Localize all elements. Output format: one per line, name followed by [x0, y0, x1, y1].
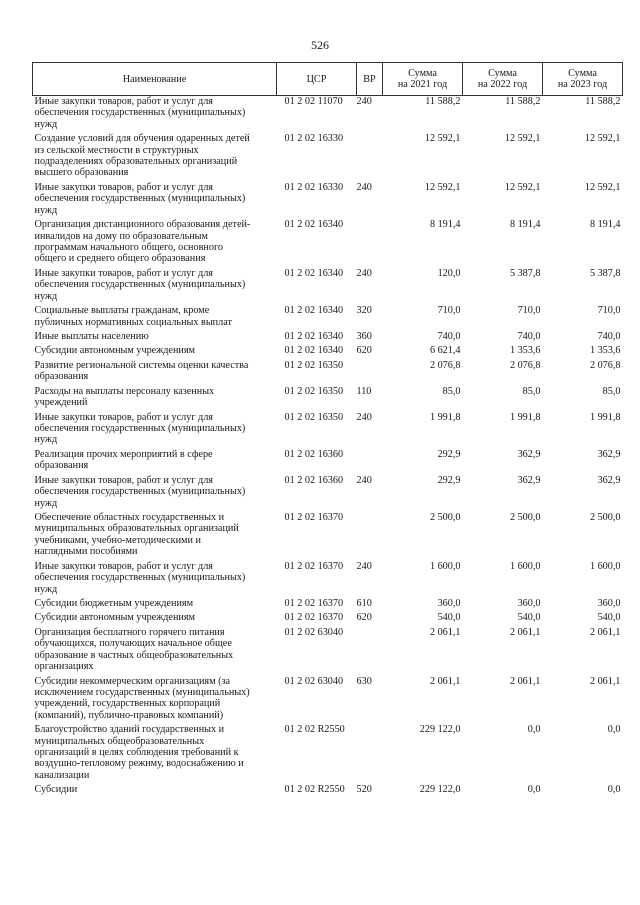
- row-name-line: организаций в целях соблюдения требований к: [34, 747, 239, 759]
- row-name-line: наглядными пособиями: [34, 546, 138, 558]
- row-csr: 01 2 02 16370: [284, 560, 344, 572]
- table-row: [33, 133, 623, 182]
- row-name: [33, 331, 277, 345]
- row-sum-2022: 2 500,0: [509, 512, 541, 524]
- row-sum-2021: 1 991,8: [429, 411, 461, 423]
- row-name-line: Иные закупки товаров, работ и услуг для: [34, 474, 213, 486]
- row-sum-2021: 11 588,2: [425, 96, 461, 107]
- row-name: [33, 612, 277, 626]
- table-header: [33, 63, 623, 96]
- row-name-line: общего и среднего общего образования: [34, 253, 206, 265]
- row-name-line: исключением государственных (муниципальных): [34, 686, 250, 698]
- table-row: [33, 512, 623, 561]
- row-csr: 01 2 02 63040: [284, 626, 344, 638]
- table-row: [33, 360, 623, 386]
- header-csr: ЦСР: [277, 63, 357, 96]
- row-csr: 01 2 02 16340: [284, 219, 344, 231]
- row-name: [33, 386, 277, 412]
- row-name-line: Реализация прочих мероприятий в сфере: [34, 448, 213, 460]
- row-name-line: нужд: [34, 290, 58, 302]
- row-sum-2022: 11 588,2: [505, 96, 541, 107]
- row-name-line: Благоустройство зданий государственных и: [34, 724, 225, 736]
- row-sum-2022: 2 076,8: [509, 359, 541, 371]
- row-name: [33, 305, 277, 331]
- row-vr: 240: [356, 560, 372, 572]
- row-sum-2022: 12 592,1: [504, 133, 541, 145]
- row-sum-2021: 12 592,1: [424, 181, 461, 193]
- row-csr: 01 2 02 16360: [284, 474, 344, 486]
- row-sum-2023: 2 061,1: [589, 675, 621, 687]
- row-csr: 01 2 02 16340: [284, 331, 344, 342]
- row-sum-2022: 2 061,1: [509, 675, 541, 687]
- row-name-line: Субсидии бюджетным учреждениям: [34, 597, 194, 609]
- row-vr: 610: [356, 597, 372, 609]
- row-csr: 01 2 02 R2550: [284, 724, 345, 736]
- row-csr: 01 2 02 16350: [284, 359, 344, 371]
- table-row: [33, 598, 623, 612]
- row-name-line: Субсидии автономным учреждениям: [34, 345, 195, 357]
- row-sum-2021: 6 621,4: [429, 345, 461, 357]
- row-sum-2023: 360,0: [597, 597, 621, 609]
- row-sum-2021: 85,0: [442, 385, 461, 397]
- row-sum-2023: 710,0: [597, 305, 621, 317]
- row-sum-2022: 710,0: [517, 305, 541, 317]
- row-name-line: обеспечения государственных (муниципальных): [34, 572, 246, 584]
- table-row: [33, 475, 623, 512]
- row-name-line: подразделениях образовательных организаций: [34, 156, 238, 168]
- row-name: [33, 96, 277, 134]
- row-sum-2021: 540,0: [437, 612, 461, 624]
- row-sum-2021: 2 076,8: [429, 359, 461, 371]
- row-sum-2021: 229 122,0: [419, 724, 461, 736]
- row-name-line: высшего образования: [34, 167, 129, 179]
- table-row: [33, 676, 623, 725]
- row-vr: [357, 133, 383, 182]
- row-name-line: организациях: [34, 661, 94, 673]
- row-name: [33, 475, 277, 512]
- row-vr: [357, 627, 383, 676]
- row-vr: [357, 219, 383, 268]
- row-sum-2023: 85,0: [602, 385, 621, 397]
- row-name-line: Расходы на выплаты персоналу казенных: [34, 385, 215, 397]
- header-name: Наименование: [33, 63, 277, 96]
- row-sum-2021: 292,9: [437, 474, 461, 486]
- row-name-line: обеспечения государственных (муниципальных): [34, 279, 246, 291]
- row-name: [33, 627, 277, 676]
- row-name-line: учреждений, государственных корпораций: [34, 698, 221, 710]
- row-sum-2022: 1 353,6: [509, 345, 541, 357]
- row-sum-2022: 540,0: [517, 612, 541, 624]
- row-vr: 360: [356, 331, 372, 342]
- row-csr: 01 2 02 16340: [284, 305, 344, 317]
- row-sum-2023: 5 387,8: [589, 267, 621, 279]
- header-sum-2022-line2: на 2022 год: [477, 79, 528, 90]
- row-name-line: Иные закупки товаров, работ и услуг для: [34, 181, 213, 193]
- row-name-line: образования: [34, 371, 89, 383]
- row-vr: 240: [356, 411, 372, 423]
- row-sum-2022: 1 600,0: [509, 560, 541, 572]
- header-vr: ВР: [357, 63, 383, 96]
- row-sum-2021: 292,9: [437, 448, 461, 460]
- row-sum-2021: 8 191,4: [429, 219, 461, 231]
- row-name: [33, 345, 277, 359]
- row-csr: 01 2 02 16350: [284, 411, 344, 423]
- row-sum-2022: 2 061,1: [509, 626, 541, 638]
- row-name-line: Организация дистанционного образования детей-: [34, 219, 251, 231]
- row-name-line: нужд: [34, 434, 58, 446]
- row-name-line: Иные закупки товаров, работ и услуг для: [34, 411, 213, 423]
- table-row: [33, 784, 623, 798]
- row-sum-2021: 360,0: [437, 597, 461, 609]
- row-sum-2023: 362,9: [597, 474, 621, 486]
- table-row: [33, 561, 623, 598]
- row-name-line: учреждений: [34, 397, 88, 409]
- row-vr: [357, 360, 383, 386]
- row-name-line: Создание условий для обучения одаренных детей: [34, 133, 250, 145]
- header-sum-2022-line1: Сумма: [488, 68, 517, 79]
- row-name-line: Иные выплаты населению: [34, 331, 149, 342]
- row-sum-2023: 1 600,0: [589, 560, 621, 572]
- row-name-line: воздушно-тепловому режиму, водоснабжению и: [34, 758, 244, 770]
- row-sum-2023: 8 191,4: [589, 219, 621, 231]
- table-row: [33, 627, 623, 676]
- row-sum-2022: 85,0: [522, 385, 541, 397]
- row-csr: 01 2 02 16340: [284, 345, 344, 357]
- row-name-line: Обеспечение областных государственных и: [34, 512, 225, 524]
- row-name-line: нужд: [34, 118, 58, 130]
- header-sum-2023-line2: на 2023 год: [557, 79, 608, 90]
- row-name-line: Социальные выплаты гражданам, кроме: [34, 305, 210, 317]
- table-row: [33, 268, 623, 305]
- row-name: [33, 598, 277, 612]
- row-name-line: Иные закупки товаров, работ и услуг для: [34, 267, 213, 279]
- table-row: [33, 305, 623, 331]
- header-sum-2021-line1: Сумма: [408, 68, 437, 79]
- row-csr: 01 2 02 16360: [284, 448, 344, 460]
- row-vr: 520: [356, 784, 372, 796]
- budget-table: [32, 62, 623, 799]
- row-sum-2021: 2 061,1: [429, 675, 461, 687]
- row-name-line: программам начального общего, основного: [34, 242, 223, 254]
- row-name: [33, 512, 277, 561]
- table-row: [33, 612, 623, 626]
- row-sum-2021: 740,0: [437, 331, 461, 342]
- row-csr: 01 2 02 16370: [284, 597, 344, 609]
- row-name-line: образование в частных общеобразовательных: [34, 649, 234, 661]
- row-csr: 01 2 02 11070: [284, 96, 343, 107]
- table-row: [33, 412, 623, 449]
- row-name-line: канализации: [34, 769, 90, 781]
- row-name: [33, 449, 277, 475]
- row-sum-2021: 2 500,0: [429, 512, 461, 524]
- row-name: [33, 360, 277, 386]
- row-name-line: (компаний), публично-правовых компаний): [34, 709, 224, 721]
- row-name-line: муниципальных образовательных организаций: [34, 523, 239, 535]
- row-name-line: Субсидии некоммерческим организациям (за: [34, 675, 231, 687]
- header-sum-2022: [463, 63, 543, 96]
- row-sum-2022: 0,0: [527, 724, 541, 736]
- row-csr: 01 2 02 16340: [284, 267, 344, 279]
- row-name-line: Организация бесплатного горячего питания: [34, 626, 225, 638]
- row-vr: 240: [356, 181, 372, 193]
- row-name-line: обеспечения государственных (муниципальных): [34, 193, 246, 205]
- row-sum-2022: 5 387,8: [509, 267, 541, 279]
- row-csr: 01 2 02 16330: [284, 181, 344, 193]
- row-name: [33, 784, 277, 798]
- row-name: [33, 133, 277, 182]
- row-sum-2023: 12 592,1: [584, 181, 621, 193]
- row-sum-2022: 362,9: [517, 474, 541, 486]
- table-row: [33, 219, 623, 268]
- row-name-line: Иные закупки товаров, работ и услуг для: [34, 96, 213, 107]
- table-body: [33, 96, 623, 799]
- row-name-line: учебниками, учебно-методическими и: [34, 534, 201, 546]
- row-vr: 630: [356, 675, 372, 687]
- row-vr: 240: [356, 474, 372, 486]
- row-sum-2021: 1 600,0: [429, 560, 461, 572]
- row-name-line: Субсидии автономным учреждениям: [34, 612, 195, 624]
- table-row: [33, 345, 623, 359]
- header-sum-2023: [543, 63, 623, 96]
- row-vr: 110: [356, 385, 372, 397]
- table-row: [33, 724, 623, 784]
- table-row: [33, 96, 623, 134]
- row-sum-2022: 360,0: [517, 597, 541, 609]
- row-sum-2023: 2 061,1: [589, 626, 621, 638]
- row-vr: [357, 724, 383, 784]
- row-name-line: из сельской местности в структурных: [34, 144, 199, 156]
- row-vr: 620: [356, 345, 372, 357]
- row-name-line: нужд: [34, 583, 58, 595]
- row-name: [33, 561, 277, 598]
- row-name-line: обеспечения государственных (муниципальных): [34, 423, 246, 435]
- row-name: [33, 676, 277, 725]
- row-sum-2021: 120,0: [437, 267, 461, 279]
- row-sum-2021: 710,0: [437, 305, 461, 317]
- row-name-line: Развитие региональной системы оценки качества: [34, 359, 249, 371]
- row-csr: 01 2 02 16370: [284, 512, 344, 524]
- row-sum-2021: 2 061,1: [429, 626, 461, 638]
- row-name-line: Субсидии: [34, 784, 78, 796]
- row-vr: 320: [356, 305, 372, 317]
- row-csr: 01 2 02 R2550: [284, 784, 345, 796]
- row-vr: [357, 449, 383, 475]
- table-row: [33, 449, 623, 475]
- row-vr: [357, 512, 383, 561]
- row-sum-2023: 740,0: [597, 331, 621, 342]
- row-csr: 01 2 02 16370: [284, 612, 344, 624]
- row-sum-2022: 8 191,4: [509, 219, 541, 231]
- row-name: [33, 724, 277, 784]
- row-sum-2023: 362,9: [597, 448, 621, 460]
- row-name-line: муниципальных общеобразовательных: [34, 735, 205, 747]
- row-name: [33, 268, 277, 305]
- row-sum-2021: 12 592,1: [424, 133, 461, 145]
- page-number: 526: [311, 38, 329, 52]
- row-vr: 240: [356, 267, 372, 279]
- table-row: [33, 386, 623, 412]
- header-sum-2021-line2: на 2021 год: [397, 79, 448, 90]
- row-sum-2021: 229 122,0: [419, 784, 461, 796]
- row-name-line: инвалидов на дому по образовательным: [34, 230, 208, 242]
- header-sum-2023-line1: Сумма: [568, 68, 597, 79]
- row-csr: 01 2 02 16350: [284, 385, 344, 397]
- row-sum-2022: 12 592,1: [504, 181, 541, 193]
- row-sum-2022: 740,0: [517, 331, 541, 342]
- row-sum-2023: 1 991,8: [589, 411, 621, 423]
- row-sum-2022: 0,0: [527, 784, 541, 796]
- row-sum-2023: 0,0: [607, 724, 621, 736]
- table-row: [33, 331, 623, 345]
- row-name: [33, 219, 277, 268]
- row-name-line: образования: [34, 460, 89, 472]
- row-csr: 01 2 02 63040: [284, 675, 344, 687]
- row-sum-2023: 2 076,8: [589, 359, 621, 371]
- row-sum-2023: 1 353,6: [589, 345, 621, 357]
- row-name: [33, 412, 277, 449]
- row-sum-2022: 362,9: [517, 448, 541, 460]
- row-name-line: нужд: [34, 204, 58, 216]
- row-csr: 01 2 02 16330: [284, 133, 344, 145]
- table-row: [33, 182, 623, 219]
- row-name-line: обеспечения государственных (муниципальных): [34, 107, 246, 119]
- row-name-line: обучающихся, получающих начальное общее: [34, 638, 232, 650]
- row-sum-2022: 1 991,8: [509, 411, 541, 423]
- row-name-line: публичных нормативных социальных выплат: [34, 316, 232, 328]
- row-name-line: нужд: [34, 497, 58, 509]
- row-name: [33, 182, 277, 219]
- row-sum-2023: 12 592,1: [584, 133, 621, 145]
- row-sum-2023: 11 588,2: [585, 96, 621, 107]
- row-vr: 240: [356, 96, 372, 107]
- row-sum-2023: 0,0: [607, 784, 621, 796]
- row-vr: 620: [356, 612, 372, 624]
- row-sum-2023: 540,0: [597, 612, 621, 624]
- row-name-line: обеспечения государственных (муниципальных): [34, 486, 246, 498]
- header-sum-2021: [383, 63, 463, 96]
- row-name-line: Иные закупки товаров, работ и услуг для: [34, 560, 213, 572]
- row-sum-2023: 2 500,0: [589, 512, 621, 524]
